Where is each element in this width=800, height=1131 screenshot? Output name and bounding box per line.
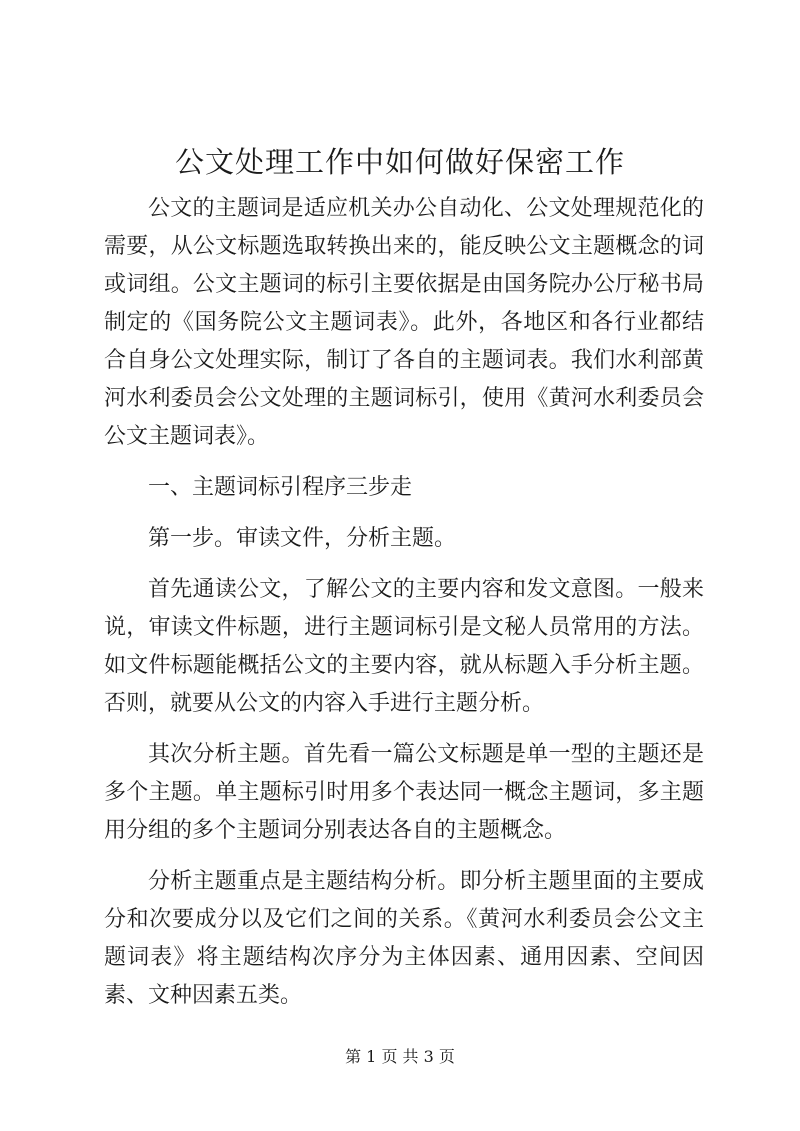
section-heading: 一、主题词标引程序三步走 xyxy=(148,475,413,500)
page-title: 公文处理工作中如何做好保密工作 xyxy=(174,145,625,179)
paragraph-intro: 公文的主题词是适应机关办公自动化、公文处理规范化的需要，从公文标题选取转换出来的，能反映公文主题概念的词或词组。公文主题词的标引主要依据是由国务院办公厅秘书局制定的《国务院公文主题词表》。此外，各地区和各行业都结合自身公文处理实际，制订了各自的主题词表。我们水利部黄河水利委员会公文处理的主题词标引，使用《黄河水利委员会公文主题词表》。 xyxy=(104,196,704,449)
paragraph-read-document: 首先通读公文，了解公文的主要内容和发文意图。一般来说，审读文件标题，进行主题词标引是文秘人员常用的方法。如文件标题能概括公文的主要内容，就从标题入手分析主题。否则，就要从公文的内容入手进行主题分析。 xyxy=(104,577,704,716)
paragraph-topic-structure: 分析主题重点是主题结构分析。即分析主题里面的主要成分和次要成分以及它们之间的关系。《黄河水利委员会公文主题词表》将主题结构次序分为主体因素、通用因素、空间因素、文种因素五类。 xyxy=(104,869,704,1008)
paragraph-analyze-topic: 其次分析主题。首先看一篇公文标题是单一型的主题还是多个主题。单主题标引时用多个表达同一概念主题词，多主题用分组的多个主题词分别表达各自的主题概念。 xyxy=(104,742,704,843)
step-heading: 第一步。审读文件，分析主题。 xyxy=(148,526,457,551)
document-body xyxy=(104,190,704,1028)
page-footer: 第 1 页 共 3 页 xyxy=(345,1047,455,1066)
